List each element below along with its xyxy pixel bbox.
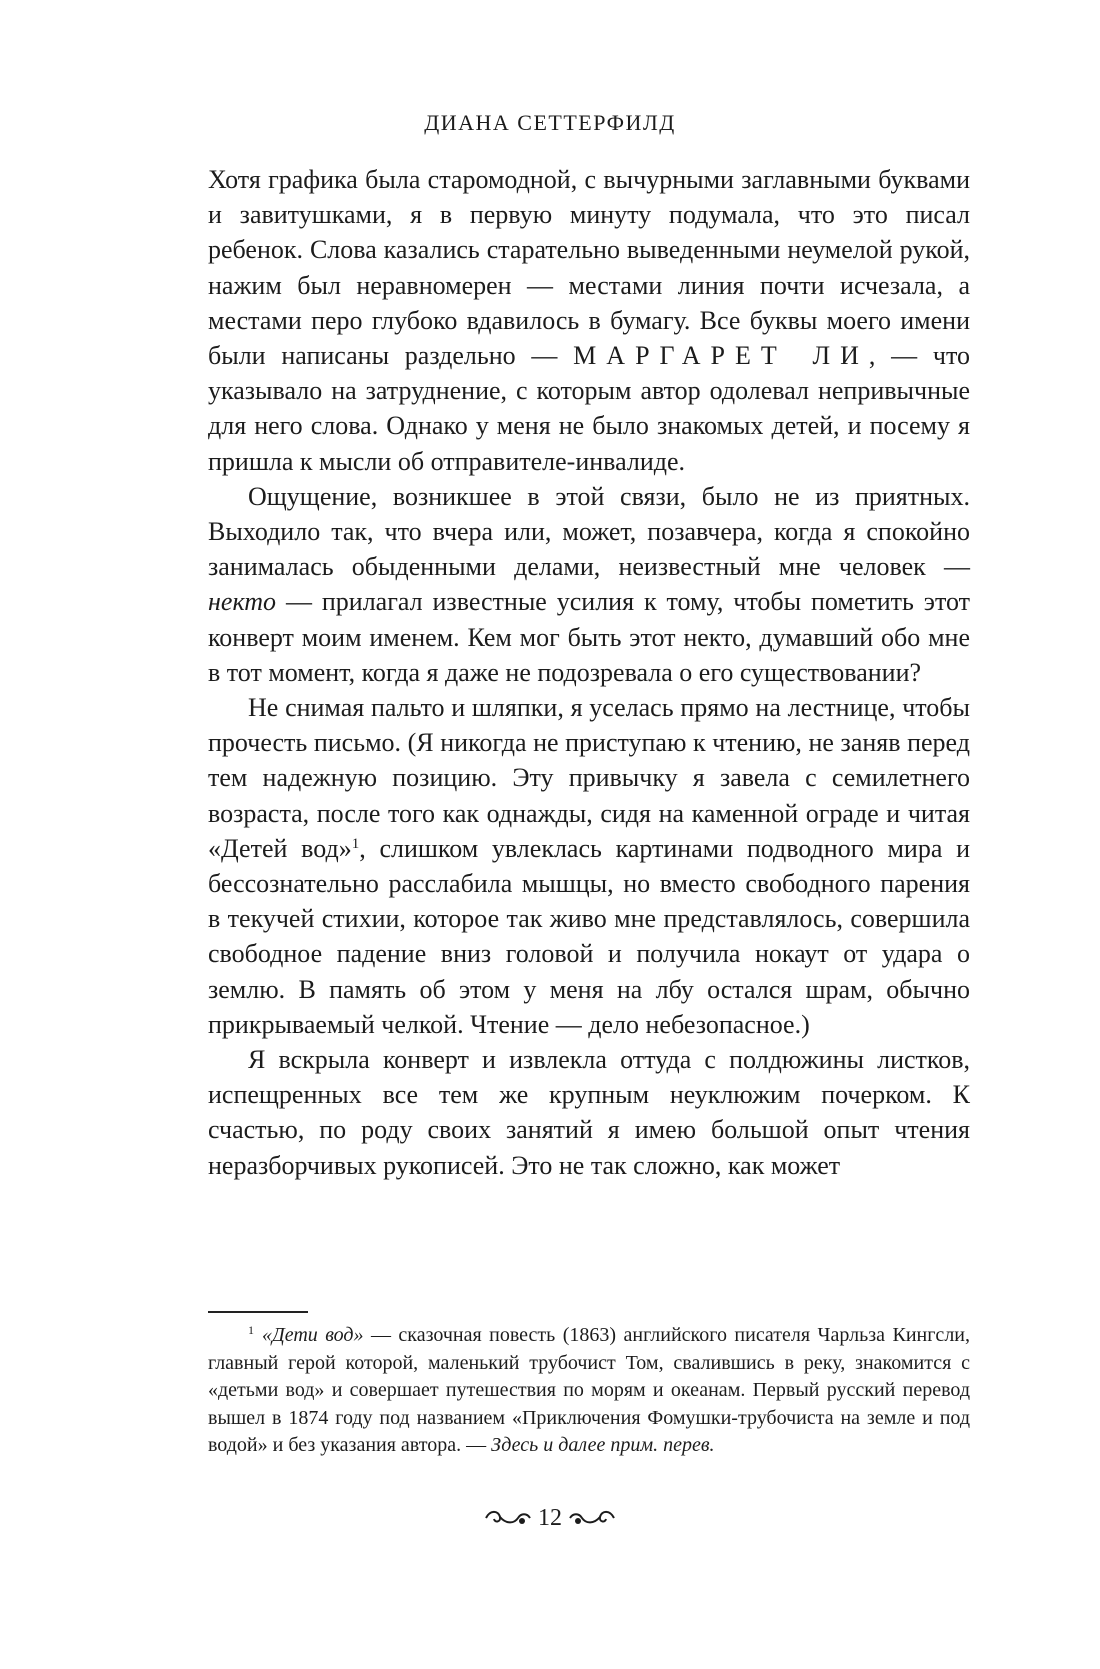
paragraph-4: Я вскрыла конверт и извлекла оттуда с полдюжины листков, испещренных все тем же крупным неуклюжим почерком. К счастью, по роду своих занятий я имею большой опыт чтения неразборчивых рукописей. Это не так сложно, как может [208, 1045, 970, 1180]
paragraph-1: Хотя графика была старомодной, с вычурными заглавными буквами и завитушками, я в первую минуту подумала, что это писал ребенок. Слова казались старательно выведенными неумелой рукой, нажим был неравномерен — местами линия почти исчезала, а местами перо глубоко вдавилось в бумагу. Все буквы моего имени были написаны раздельно — МАРГАРЕТ ЛИ, — что указывало на затруднение, с которым автор одолевал непривычные для него слова. Однако у меня не было знакомых детей, и посему я пришла к мысли об отправителе-инвалиде. [208, 165, 970, 476]
running-head: ДИАНА СЕТТЕРФИЛД [424, 110, 676, 135]
footnote-mark: 1 [248, 1323, 254, 1337]
paragraph-3: Не снимая пальто и шляпки, я уселась прямо на лестнице, чтобы прочесть письмо. (Я никогда не приступаю к чтению, не заняв перед тем надежную позицию. Эту привычку я завела с семилетнего возраста, после того как однажды, сидя на каменной ограде и читая «Детей вод»$^1$, слишком увлеклась картинами подводного мира и бессознательно расслабила мышцы, но вместо свободного парения в текучей стихии, которое так живо мне представлялось, совершила свободное падение вниз головой и получила нокаут от удара о землю. В память об этом у меня на лбу остался шрам, обычно прикрываемый челкой. Чтение — дело небезопасное.) [208, 693, 970, 1039]
body-text [208, 162, 970, 1183]
footnote-title: «Дети вод» [262, 1324, 364, 1346]
right-ornament-icon [568, 1508, 616, 1528]
footnote-reference[interactable]: 1 [351, 835, 360, 852]
footnote: $^1$ «Дети вод» — сказочная повесть (1863) английского писателя Чарльза Кингсли, главный герой которой, маленький трубочист Том, свалившись в реку, знакомится с «детьми вод» и совершает путешествия по морям и океанам. Первый русский перевод вышел в 1874 году под названием «Приключения Фомушки-трубочиста на земле и под водой» и без указания автора. — Здесь и далее прим. перев. [208, 1323, 970, 1456]
page-number: 12 [538, 1504, 562, 1531]
paragraph-2: Ощущение, возникшее в этой связи, было не из приятных. Выходило так, что вчера или, может, позавчера, когда я спокойно занималась обыденными делами, неизвестный мне человек — некто — прилагал известные усилия к тому, чтобы пометить этот конверт моим именем. Кем мог быть этот некто, думавший обо мне в тот момент, когда я даже не подозревала о его существовании? [208, 481, 970, 687]
left-ornament-icon [484, 1508, 532, 1528]
footnote-divider [208, 1311, 308, 1313]
footnote-attribution: Здесь и далее прим. перев. [491, 1434, 715, 1456]
italic-word: некто [208, 587, 277, 617]
spaced-name: МАРГАРЕТ ЛИ [573, 341, 869, 371]
page-folio [0, 1504, 1100, 1532]
